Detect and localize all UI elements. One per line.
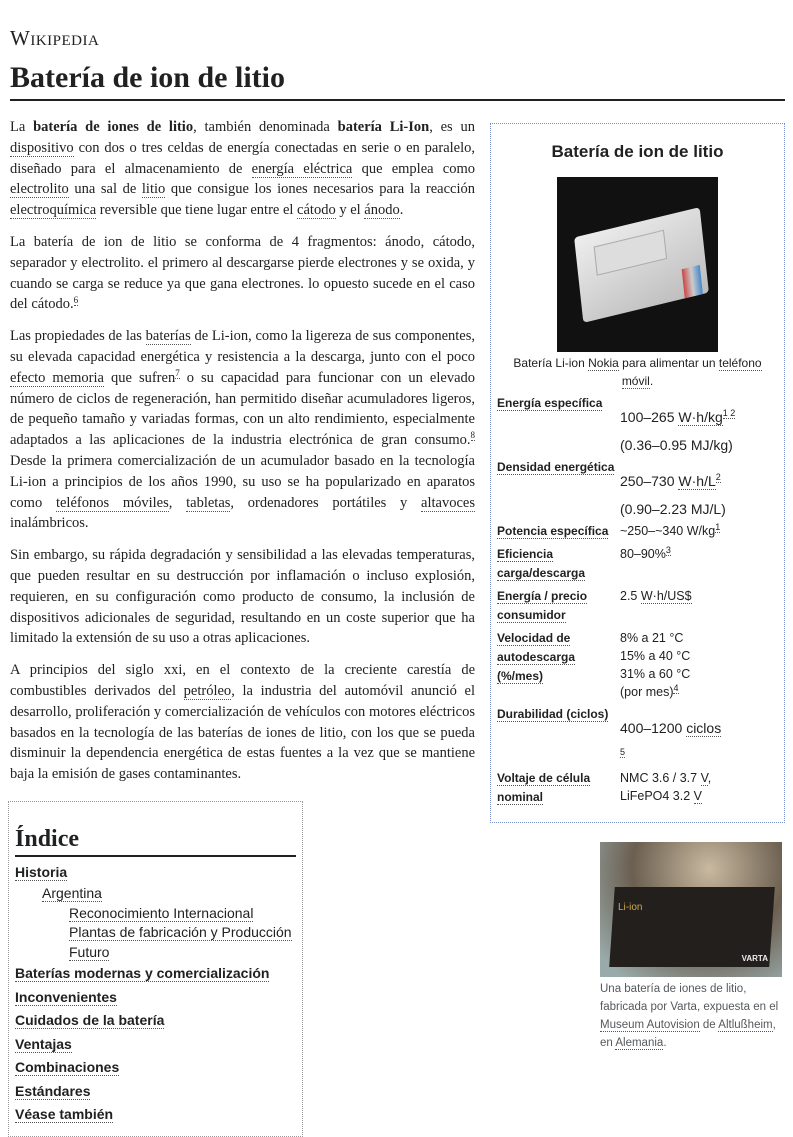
varta-caption [600,980,782,1052]
infobox-value [620,629,778,701]
image-label-varta: VARTA [741,954,768,963]
paragraph [10,326,475,534]
reference-sup [74,295,79,306]
infobox-label: Densidad energética [497,460,615,474]
text: La batería de ion de litio se conforma de 4 fragmentos: ánodo, cátodo, separador y electrolito. el primero al descargarse pierde electrones y se oxida, y cuando se carga se reduce ya que gana electrones. lo opuesto sucede en el caso del cátodo. [10,233,475,313]
text: que emplea como [352,160,475,177]
text: 15% a 40 °C [620,649,691,663]
wiki-link[interactable]: W·h/kg [678,409,723,425]
toc-heading: Índice [15,824,296,857]
text: NMC 3.6 / 3.7 [620,771,701,785]
text: Las propiedades de las [10,328,146,345]
text: . [649,374,654,388]
infobox-row [497,545,778,583]
infobox-title: Batería de ion de litio [551,142,724,161]
wiki-link[interactable]: baterías [145,328,191,345]
article-body [8,117,475,785]
page-title: Batería de ion de litio [10,60,785,101]
wiki-link[interactable]: energía eléctrica [251,160,353,177]
text: 8% a 21 °C [620,631,684,645]
infobox-label: Eficiencia carga/descarga [497,547,586,580]
infobox-label: Durabilidad (ciclos) [497,707,609,721]
text: . [663,1037,667,1049]
text: 80–90% [620,547,666,561]
text: 250–730 [620,473,679,489]
wiki-link[interactable]: ciclos [686,720,722,736]
toc-item[interactable]: Ventajas [15,1035,72,1052]
text: . [399,202,404,219]
toc-item[interactable]: Inconvenientes [15,988,117,1005]
wiki-link[interactable]: Museum Autovision [600,1019,700,1031]
infobox-value [620,458,778,518]
wiki-link[interactable]: efecto memoria [10,369,104,386]
wiki-link[interactable]: petróleo [183,682,232,699]
wiki-link[interactable]: V [693,789,702,803]
text: 100–265 [620,409,679,425]
reference-sup [471,430,476,441]
toc-item[interactable]: Baterías modernas y comercialización [15,965,270,982]
text: y el [335,202,365,219]
toc-item[interactable]: Cuidados de la batería [15,1012,165,1029]
text: , también denominada [193,119,338,135]
reference-sup [716,472,721,483]
varta-battery-image[interactable] [600,842,782,977]
infobox-value [620,769,778,807]
text: inalámbricos. [10,515,89,532]
reference-link[interactable]: 6 [73,294,79,305]
toc-item[interactable]: Futuro [69,943,110,960]
text: , ordenadores portátiles y [230,494,422,511]
wiki-link[interactable]: dispositivo [10,139,74,156]
reference-link[interactable]: 4 [673,682,679,693]
wiki-link[interactable]: teléfono móvil [621,356,762,388]
wiki-link[interactable]: Nokia [588,356,619,370]
toc-item[interactable]: Plantas de fabricación y Producción [69,924,292,941]
wiki-link[interactable]: V [700,771,708,785]
toc-item[interactable]: Historia [15,863,68,880]
text: 400–1200 [620,720,687,736]
infobox-value [620,587,778,625]
text: , en [600,1019,776,1049]
text: , [707,771,712,785]
right-column [490,123,785,1052]
bold-term: batería de iones de litio [33,119,194,135]
infobox-label: Voltaje de célula nominal [497,771,591,804]
wiki-link[interactable]: W·h/US$ [640,589,692,603]
reference-sup [666,545,671,556]
toc-item[interactable]: Argentina [42,885,102,902]
infobox-label: Potencia específica [497,524,609,538]
reference-link[interactable]: 1 2 [722,408,736,419]
infobox-label: Velocidad de autodescarga (%/mes) [497,631,576,683]
bold-term: batería Li-Ion [337,119,430,135]
varta-figure [600,842,782,1052]
toc-item[interactable]: Véase también [15,1106,114,1123]
text: o su capacidad para funcionar con un elevado número de ciclos de regeneración, han permitido diseñar acumuladores ligeros, de pequeño tamaño y variadas formas, con un alto rendimiento, especialmente adaptados a las aplicaciones de la industria electrónica de gran consumo. [10,369,476,449]
wiki-link[interactable]: teléfonos móviles [55,494,169,511]
text: (0.36–0.95 MJ/kg) [620,437,733,453]
text: con dos o tres celdas de energía conectadas en serie o en paralelo, diseñado para el almacenamiento de [10,139,475,177]
infobox-row [497,587,778,625]
infobox-value [620,394,778,454]
infobox-row [497,629,778,701]
reference-link[interactable]: 3 [665,544,671,555]
battery-image[interactable] [557,177,718,352]
infobox-value [620,522,778,541]
reference-sup [715,522,720,533]
text: que consigue los iones necesarios para la reacción [165,181,475,198]
infobox-label: Energía específica [497,396,603,410]
text: (por mes) [620,685,674,699]
text: 2.5 [620,589,641,603]
infobox-row [497,394,778,454]
left-column [8,117,477,1137]
text: ~250–~340 W/kg [620,524,716,538]
text: 31% a 60 °C [620,667,691,681]
text: de [699,1019,719,1031]
wikipedia-logo[interactable]: Wikipedia [10,26,100,50]
table-of-contents [8,801,303,1137]
wiki-link[interactable]: litio [141,181,166,198]
reference-link[interactable]: 1 [715,521,721,532]
paragraph [10,232,475,315]
infobox-caption [497,354,778,390]
text: , la industria del automóvil anunció el desarrollo, proliferación y comercialización de vehículos con motores eléctricos basados en la tecnología de las baterías de iones de litio, con los que se pueda disminuir la dependencia energética de estas fuentes a la vez que se mantiene baja la emisión de gases contaminantes. [10,682,476,783]
paragraph [10,660,475,785]
infobox [490,123,785,823]
wiki-link[interactable]: electrolito [10,181,69,198]
text: Una batería de iones de litio, fabricada por Varta, expuesta en el [600,983,779,1013]
infobox-row [497,522,778,541]
text: , es un [429,119,475,135]
reference-link[interactable]: 2 [715,472,721,483]
infobox-value [620,545,778,583]
reference-sup [673,683,678,694]
toc-item[interactable]: Reconocimiento Internacional [69,904,254,921]
text: una sal de [68,181,142,198]
image-label-liion: Li-ion [618,902,643,913]
infobox-label: Energía / precio consumidor [497,589,588,622]
text: (0.90–2.23 MJ/L) [620,501,726,517]
wiki-link[interactable]: Alemania [615,1037,664,1049]
wiki-link[interactable]: Altlußheim [718,1019,773,1031]
wiki-link[interactable]: ánodo [364,202,400,219]
toc-item[interactable]: Estándares [15,1082,91,1099]
text: que sufren [103,369,176,386]
paragraph [10,117,475,221]
wiki-link[interactable]: electroquímica [10,202,97,219]
text: reversible que tiene lugar entre el [96,202,298,219]
reference-sup [723,408,736,419]
text: A principios del siglo xxi, en el contexto de la creciente carestía de combustibles derivados del [10,662,475,699]
infobox-value [620,705,778,765]
text: Batería Li-ion [513,356,589,370]
wiki-link[interactable]: tabletas [186,494,231,511]
text: La [10,119,34,135]
reference-sup [620,747,625,758]
text: , [168,494,187,511]
toc-item[interactable]: Combinaciones [15,1059,120,1076]
paragraph [10,545,475,649]
reference-link[interactable]: 8 [470,430,475,441]
infobox-row [497,769,778,807]
text: LiFePO4 3.2 [620,789,694,803]
infobox-row [497,705,778,765]
infobox-row [497,458,778,518]
wiki-link[interactable]: W·h/L [678,473,716,489]
wiki-link[interactable]: cátodo [297,202,336,219]
text: de Li-ion, como la ligereza de sus componentes, su elevada capacidad energética y resistencia a la descarga, junto con el poco [10,328,475,365]
text: Desde la primera comercialización de un acumulador basado en la tecnología Li-ion a principios de los años 1990, su uso se ha popularizado en aparatos como [10,452,475,511]
wiki-link[interactable]: altavoces [421,494,475,511]
reference-link[interactable]: 5 [620,747,626,758]
text: para alimentar un [618,356,719,370]
text: Sin embargo, su rápida degradación y sensibilidad a las elevadas temperaturas, que pueden resultar en su destrucción por inflamación o incluso explosión, requieren, en su configuración como producto de consumo, la inclusión de dispositivos adicionales de seguridad, resultando en un coste superior que ha limitado la extensión de su uso a otras aplicaciones. [10,547,475,647]
reference-link[interactable]: 7 [175,367,180,378]
